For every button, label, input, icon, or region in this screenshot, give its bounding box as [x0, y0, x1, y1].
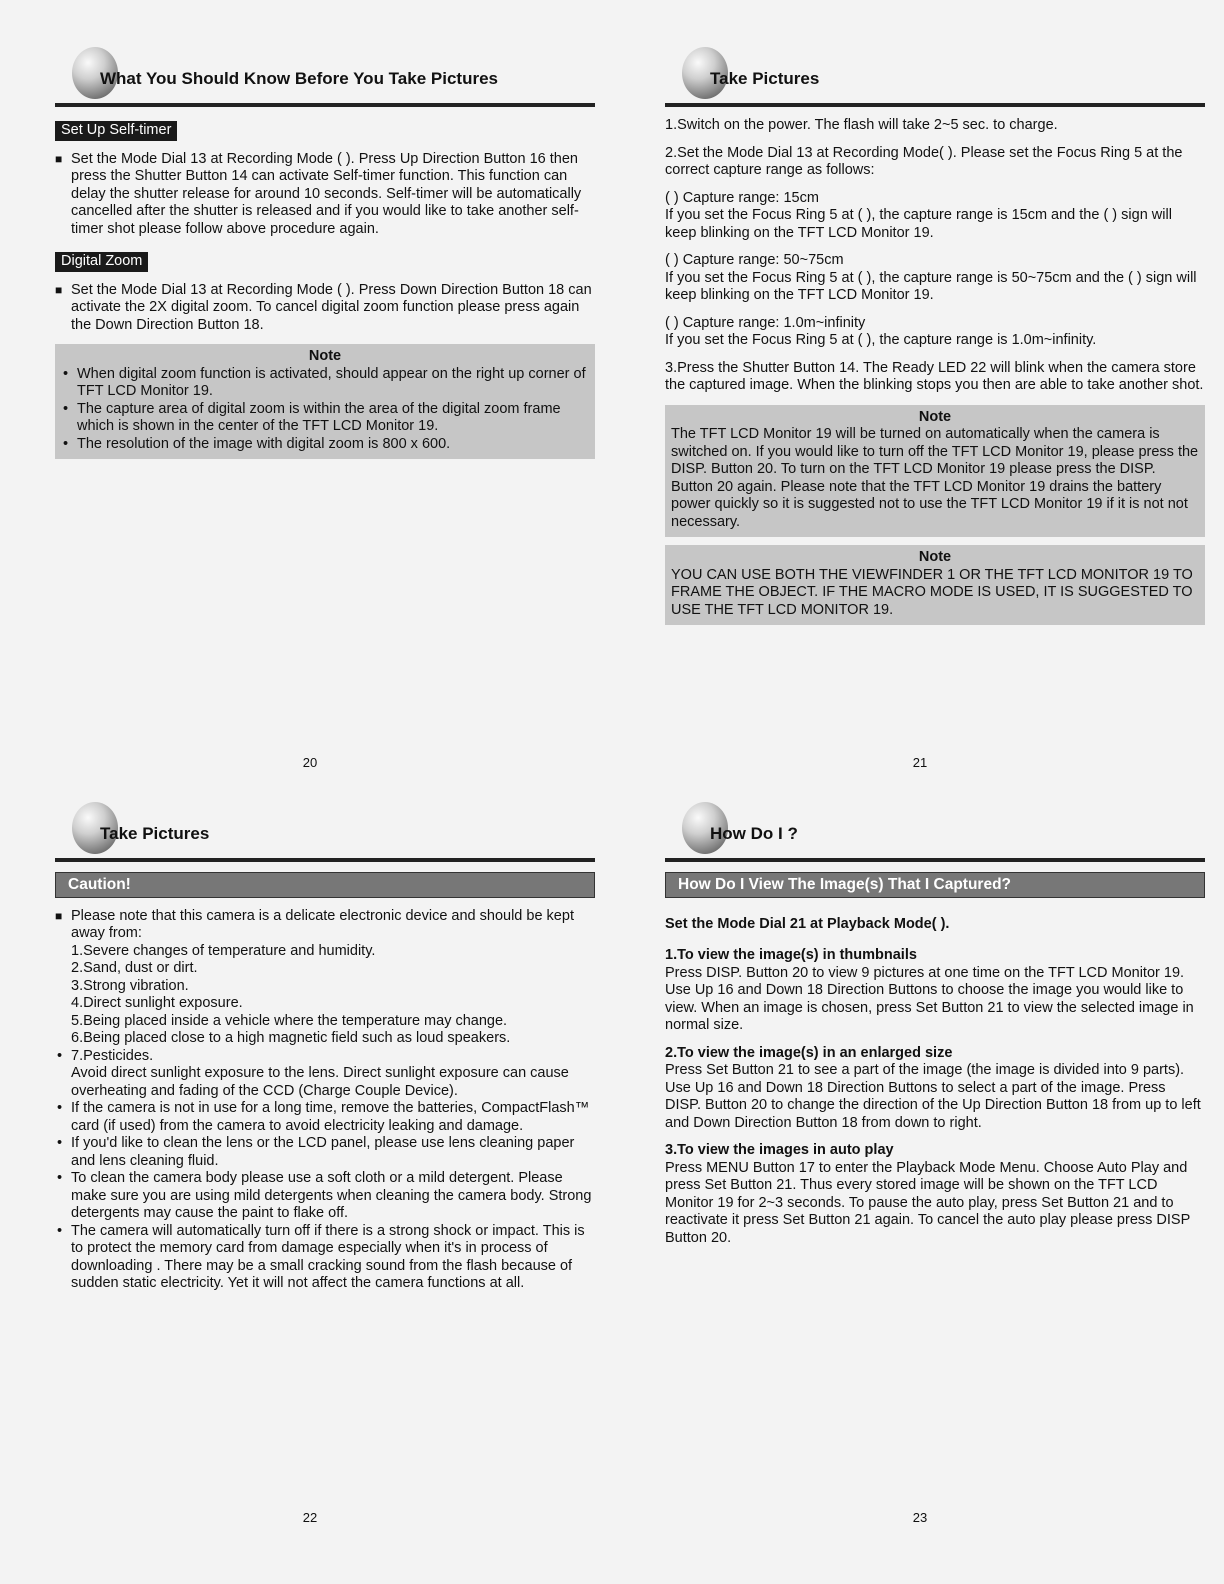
- page-number: 22: [302, 1510, 318, 1525]
- page-number: 21: [912, 755, 928, 770]
- caution-item-7: • 7.Pesticides.: [55, 1048, 595, 1066]
- page-21: [650, 35, 1204, 775]
- step-1: 1.Switch on the power. The flash will take 2~5 sec. to charge.: [665, 117, 1058, 133]
- page-header: [40, 35, 580, 97]
- section-1-heading: 1.To view the image(s) in thumbnails: [665, 947, 917, 963]
- sunlight-text: Avoid direct sunlight exposure to the lens. Direct sunlight exposure can cause overheating and fading of the CCD (Charge Couple Device).: [71, 1065, 569, 1099]
- note-item: • When digital zoom function is activated, should appear on the right up corner of TFT LCD Monitor 19.: [61, 366, 589, 401]
- section-3-heading: 3.To view the images in auto play: [665, 1142, 894, 1158]
- step-3: 3.Press the Shutter Button 14. The Ready LED 22 will blink when the camera store the captured image. When the blinking stops you then are able to take another shot.: [665, 359, 1204, 393]
- caution-item: 4.Direct sunlight exposure.: [71, 995, 243, 1011]
- caution-item: 1.Severe changes of temperature and humidity.: [71, 942, 376, 959]
- page-content: [665, 872, 1205, 1257]
- note-box: [665, 545, 1205, 625]
- note-box: [55, 344, 595, 459]
- note-title: Note: [918, 408, 952, 425]
- section-2-text: Press Set Button 21 to see a part of the image (the image is divided into 9 parts). Use Up 16 and Down 18 Direction Buttons to select a part of the image. Press DISP. Button 20 to change the direction of the Up Direction Button 18 from up to left and Down Direction Button 18 from down to right.: [665, 1062, 1201, 1131]
- header-rule: [55, 103, 595, 107]
- page-23: [650, 790, 1201, 1530]
- section-tag-digital-zoom: Digital Zoom: [55, 252, 148, 272]
- note-item: • The resolution of the image with digital zoom is 800 x 600.: [61, 436, 589, 454]
- section-3-text: Press MENU Button 17 to enter the Playback Mode Menu. Choose Auto Play and press Set Button 21. Thus every stored image will be shown on the TFT LCD Monitor 19 for 2~3 seconds. To pause the auto play, press Set Button 21 and to reactivate it press Set Button 21 again. To cancel the auto play please press DISP Button 20.: [665, 1159, 1191, 1246]
- range-2-text: If you set the Focus Ring 5 at ( ), the capture range is 50~75cm and the ( ) sign will keep blinking on the TFT LCD Monitor 19.: [665, 269, 1197, 303]
- page-header: [650, 35, 1190, 97]
- caution-item: 5.Being placed inside a vehicle where the temperature may change.: [71, 1012, 508, 1029]
- mode-instruction: Set the Mode Dial 21 at Playback Mode( ).: [665, 915, 950, 932]
- caution-intro: ■ Please note that this camera is a delicate electronic device and should be kept away from:: [55, 908, 595, 943]
- caution-bullet: • If you'd like to clean the lens or the LCD panel, please use lens cleaning paper and lens cleaning fluid.: [55, 1135, 595, 1170]
- caution-bar: Caution!: [55, 872, 595, 898]
- selftimer-text: ■ Set the Mode Dial 13 at Recording Mode ( ). Press Up Direction Button 16 then press the Shutter Button 14 can activate Self-timer function. This function can delay the shutter release for around 10 seconds. Self-timer will be automatically cancelled after the shutter is released and if you would like to take another self-timer shot please follow above procedure again.: [55, 151, 595, 239]
- note-item: • The capture area of digital zoom is within the area of the digital zoom frame which is shown in the center of the TFT LCD Monitor 19.: [61, 401, 589, 436]
- caution-item: 6.Being placed close to a high magnetic field such as loud speakers.: [71, 1030, 511, 1046]
- section-tag-selftimer: Set Up Self-timer: [55, 121, 177, 141]
- note-text: YOU CAN USE BOTH THE VIEWFINDER 1 OR THE TFT LCD MONITOR 19 TO FRAME THE OBJECT. IF THE MACRO MODE IS USED, IT IS SUGGESTED TO USE THE TFT LCD MONITOR 19.: [671, 566, 1193, 618]
- zoom-text: ■ Set the Mode Dial 13 at Recording Mode ( ). Press Down Direction Button 18 can activate the 2X digital zoom. To cancel digital zoom function please press again the Down Direction Button 18.: [55, 282, 595, 335]
- page-title: Take Pictures: [710, 69, 820, 88]
- page-22: [40, 790, 592, 1530]
- header-rule: [665, 103, 1205, 107]
- note-text: The TFT LCD Monitor 19 will be turned on automatically when the camera is switched on. If you would like to turn off the TFT LCD Monitor 19, please press the DISP. Button 20. To turn on the TFT LCD Monitor 19 please press the DISP. Button 20 again. Please note that the TFT LCD Monitor 19 drains the battery power quickly so it is suggested not to use the TFT LCD Monitor 19 if it is not not necessary.: [671, 426, 1199, 530]
- page-header: [650, 790, 1190, 852]
- section-2-heading: 2.To view the image(s) in an enlarged size: [665, 1044, 953, 1061]
- section-bar: How Do I View The Image(s) That I Captured?: [665, 872, 1205, 898]
- page-title: How Do I ?: [710, 824, 798, 843]
- range-3-text: If you set the Focus Ring 5 at ( ), the capture range is 1.0m~infinity.: [665, 332, 1097, 348]
- note-box: [665, 405, 1205, 538]
- caution-bullet: • If the camera is not in use for a long time, remove the batteries, CompactFlash™ card (if used) from the camera to avoid electricity leaking and damage.: [55, 1100, 595, 1135]
- page-title: Take Pictures: [100, 824, 210, 843]
- note-title: Note: [308, 348, 342, 364]
- page-content: [55, 117, 595, 467]
- header-rule: [55, 858, 595, 862]
- caution-bullet: • The camera will automatically turn off if there is a strong shock or impact. This is to protect the memory card from damage especially when it's in process of downloading . There may be a small cracking sound from the flash because of sudden static electricity. Yet it will not affect the camera functions at all.: [55, 1223, 595, 1293]
- page-20: [40, 35, 592, 775]
- caution-item: 2.Sand, dust or dirt.: [71, 960, 198, 976]
- note-title: Note: [918, 549, 952, 565]
- page-title: What You Should Know Before You Take Pictures: [100, 69, 498, 88]
- step-2: 2.Set the Mode Dial 13 at Recording Mode( ). Please set the Focus Ring 5 at the correct capture range as follows:: [665, 144, 1183, 178]
- range-3-head: ( ) Capture range: 1.0m~infinity: [665, 314, 866, 331]
- section-1-text: Press DISP. Button 20 to view 9 pictures at one time on the TFT LCD Monitor 19. Use Up 16 and Down 18 Direction Buttons to choose the image you would like to view. When an image is chosen, press Set Button 21 to view the selected image in normal size.: [665, 964, 1194, 1033]
- caution-item: 3.Strong vibration.: [71, 977, 189, 994]
- range-1-head: ( ) Capture range: 15cm: [665, 189, 819, 206]
- page-number: 23: [912, 1510, 928, 1525]
- page-number: 20: [302, 755, 318, 770]
- page-content: [55, 872, 595, 1293]
- page-content: [665, 117, 1205, 633]
- range-1-text: If you set the Focus Ring 5 at ( ), the capture range is 15cm and the ( ) sign will keep blinking on the TFT LCD Monitor 19.: [665, 207, 1172, 241]
- page-header: [40, 790, 580, 852]
- caution-bullet: • To clean the camera body please use a soft cloth or a mild detergent. Please make sure you are using mild detergents when cleaning the camera body. Strong detergents may cause the paint to flake off.: [55, 1170, 595, 1223]
- header-rule: [665, 858, 1205, 862]
- range-2-head: ( ) Capture range: 50~75cm: [665, 252, 844, 268]
